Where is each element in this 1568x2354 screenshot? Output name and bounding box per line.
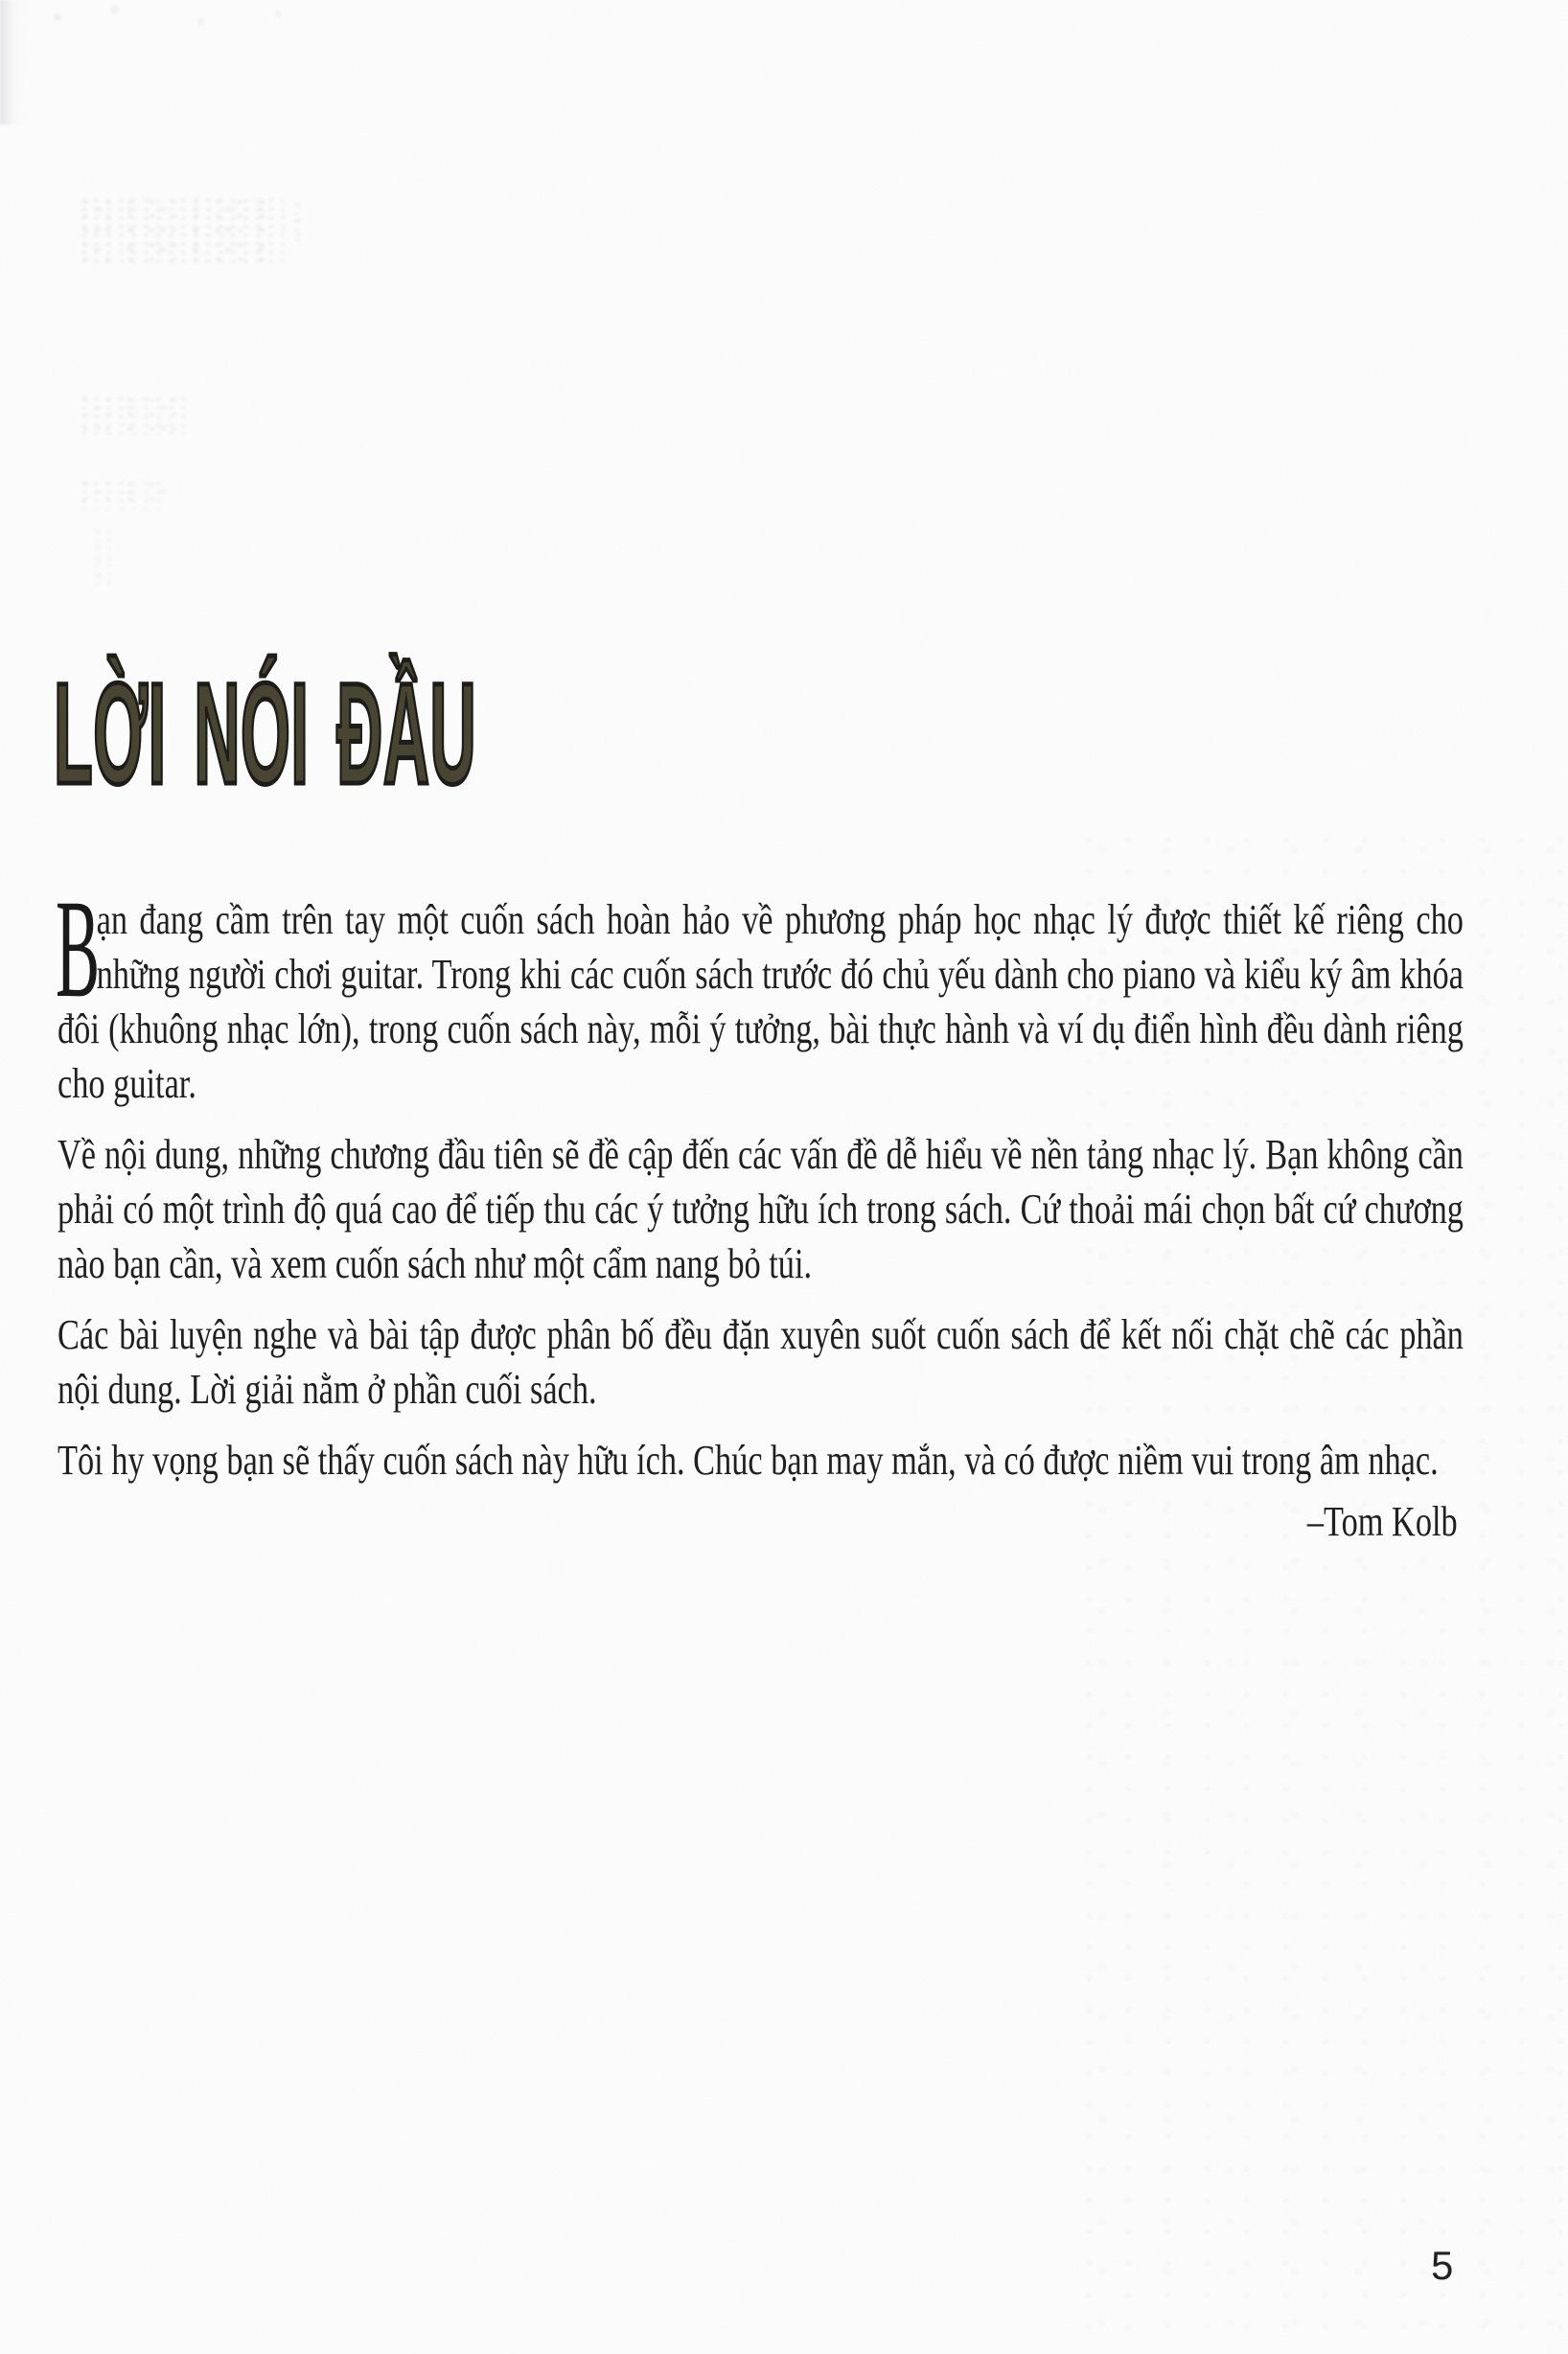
bleedthrough-mark — [288, 198, 303, 241]
bleedthrough-mark — [75, 195, 284, 265]
bleedthrough-mark — [88, 525, 111, 585]
dropcap-spacer — [58, 892, 97, 1000]
bleedthrough-mark — [75, 393, 190, 439]
paragraph: Tôi hy vọng bạn sẽ thấy cuốn sách này hữu ích. Chúc bạn may mắn, và có được niềm vui trong âm nhạc. — [58, 1437, 1439, 1484]
dropcap-letter: B — [56, 870, 101, 1027]
paragraph: Về nội dung, những chương đầu tiên sẽ đề cập đến các vấn đề dễ hiểu về nền tảng nhạc lý. Bạn không cần phải có một trình độ quá cao để tiếp thu các ý tưởng hữu ích trong sách. Cứ thoải mái chọn bất cứ chương nào bạn cần, và xem cuốn sách như một cẩm nang bỏ túi. — [58, 1131, 1464, 1287]
paragraph — [58, 892, 1464, 1111]
preface-body — [58, 892, 1464, 1565]
page-title: LỜI NÓI ĐẦU — [54, 653, 477, 814]
scan-edge-smudge — [0, 0, 345, 125]
paragraph: Các bài luyện nghe và bài tập được phân bố đều đặn xuyên suốt cuốn sách để kết nối chặt chẽ các phần nội dung. Lời giải nằm ở phần cuối sách. — [58, 1311, 1464, 1413]
bleedthrough-mark — [75, 477, 167, 510]
paragraph-text: ạn đang cầm trên tay một cuốn sách hoàn hảo về phương pháp học nhạc lý được thiết kế riêng cho những người chơi guitar. Trong khi các cuốn sách trước đó chủ yếu dành cho piano và kiểu ký âm khóa đôi (khuông nhạc lớn), trong cuốn sách này, mỗi ý tưởng, bài thực hành và ví dụ điển hình đều dành riêng cho guitar. — [58, 896, 1464, 1107]
author-signature: –Tom Kolb — [1306, 1498, 1458, 1545]
page-number: 5 — [1431, 2243, 1454, 2288]
